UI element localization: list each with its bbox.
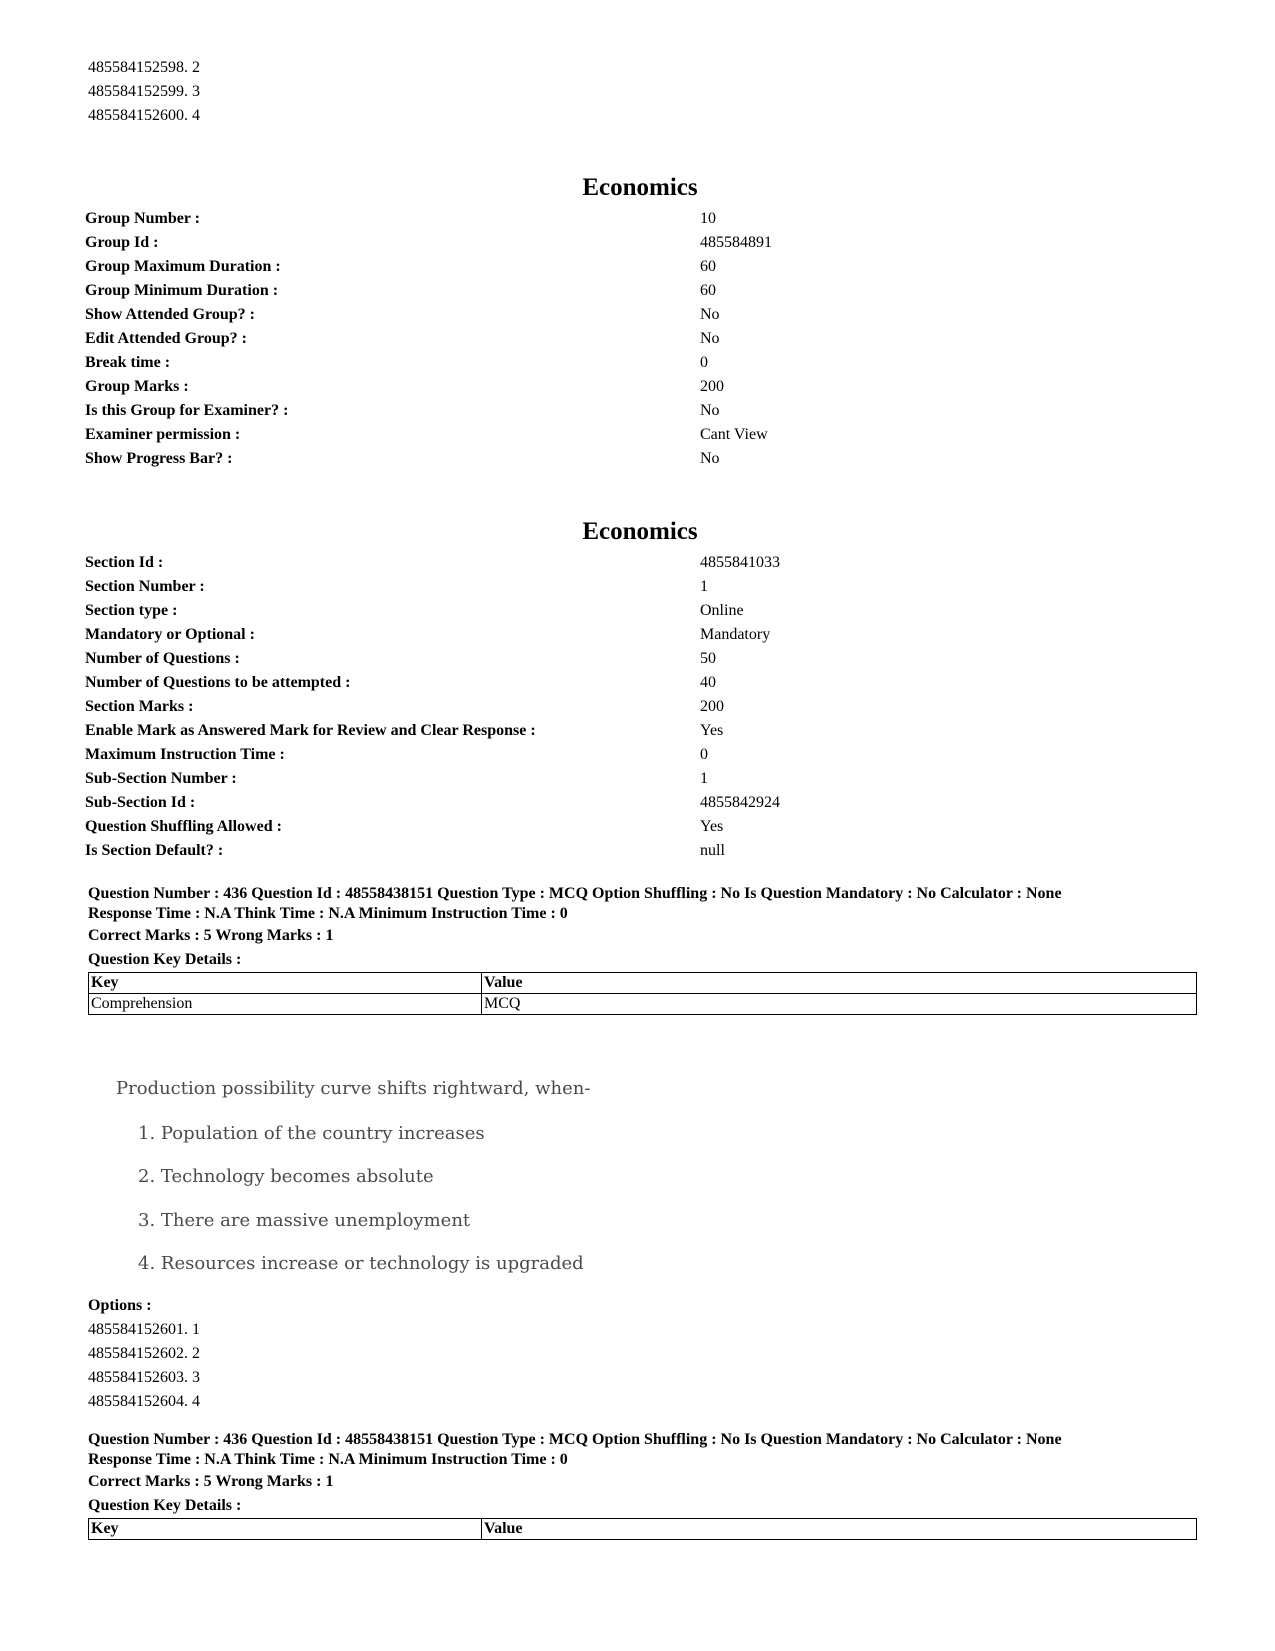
table-header-value: Value: [482, 1519, 1197, 1540]
detail-value: 0: [700, 354, 708, 371]
detail-value: No: [700, 306, 720, 323]
detail-key: Group Marks :: [85, 378, 189, 395]
options-block: [88, 1294, 200, 1414]
table-header-row: [89, 1519, 1197, 1540]
detail-row: [85, 839, 1195, 863]
detail-key: Section Marks :: [85, 698, 194, 715]
section-title: Economics: [582, 518, 698, 545]
detail-value: Online: [700, 602, 744, 619]
detail-row: [85, 255, 1195, 279]
detail-value: Mandatory: [700, 626, 771, 643]
table-header-key: Key: [89, 973, 482, 994]
detail-key: Group Maximum Duration :: [85, 258, 281, 275]
detail-key: Question Shuffling Allowed :: [85, 818, 282, 835]
question-key-table: [88, 972, 1197, 1015]
detail-key: Enable Mark as Answered Mark for Review and Clear Response :: [85, 722, 536, 739]
detail-row: [85, 695, 1195, 719]
detail-row: [85, 815, 1195, 839]
detail-value: No: [700, 330, 720, 347]
question-choice: 3. There are massive unemployment: [138, 1210, 471, 1231]
detail-key: Break time :: [85, 354, 171, 371]
detail-key: Is this Group for Examiner? :: [85, 402, 289, 419]
previous-options: [88, 56, 200, 128]
detail-row: [85, 791, 1195, 815]
detail-key: Mandatory or Optional :: [85, 626, 255, 643]
group-details: [85, 207, 1195, 471]
detail-key: Group Minimum Duration :: [85, 282, 279, 299]
detail-key: Section Number :: [85, 578, 205, 595]
detail-value: Yes: [700, 722, 724, 739]
option-line: 485584152602. 2: [88, 1345, 200, 1362]
question-block: [88, 1430, 1198, 1540]
table-cell-key: Comprehension: [89, 994, 482, 1015]
detail-row: [85, 767, 1195, 791]
detail-key: Section type :: [85, 602, 178, 619]
table-header-value: Value: [482, 973, 1197, 994]
detail-row: [85, 303, 1195, 327]
detail-value: No: [700, 450, 720, 467]
option-line: 485584152600. 4: [88, 107, 200, 124]
detail-value: 200: [700, 698, 724, 715]
detail-value: 4855841033: [700, 554, 780, 571]
detail-key: Group Number :: [85, 210, 200, 227]
detail-row: [85, 399, 1195, 423]
detail-row: [85, 671, 1195, 695]
option-line: 485584152601. 1: [88, 1321, 200, 1338]
detail-row: [85, 279, 1195, 303]
detail-value: 50: [700, 650, 716, 667]
detail-key: Number of Questions :: [85, 650, 240, 667]
detail-row: [85, 575, 1195, 599]
question-image: [110, 1066, 591, 1288]
options-label: Options :: [88, 1297, 152, 1314]
detail-value: 60: [700, 282, 716, 299]
detail-row: [85, 447, 1195, 471]
detail-key: Group Id :: [85, 234, 159, 251]
question-timing: Response Time : N.A Think Time : N.A Minimum Instruction Time : 0: [88, 905, 568, 922]
option-line: 485584152603. 3: [88, 1369, 200, 1386]
group-title: Economics: [582, 174, 698, 201]
question-key-details-label: Question Key Details :: [88, 1497, 242, 1514]
detail-row: [85, 719, 1195, 743]
detail-key: Examiner permission :: [85, 426, 241, 443]
detail-value: Cant View: [700, 426, 768, 443]
question-stem: Production possibility curve shifts rightward, when-: [116, 1078, 591, 1099]
detail-row: [85, 351, 1195, 375]
detail-value: 1: [700, 578, 708, 595]
detail-row: [85, 375, 1195, 399]
detail-key: Show Progress Bar? :: [85, 450, 233, 467]
detail-key: Sub-Section Id :: [85, 794, 196, 811]
detail-key: Show Attended Group? :: [85, 306, 255, 323]
detail-value: No: [700, 402, 720, 419]
question-marks: Correct Marks : 5 Wrong Marks : 1: [88, 1473, 334, 1490]
detail-value: 485584891: [700, 234, 772, 251]
table-header-row: [89, 973, 1197, 994]
detail-key: Maximum Instruction Time :: [85, 746, 285, 763]
detail-row: [85, 231, 1195, 255]
detail-row: [85, 551, 1195, 575]
detail-row: [85, 423, 1195, 447]
detail-row: [85, 623, 1195, 647]
detail-value: 200: [700, 378, 724, 395]
question-marks: Correct Marks : 5 Wrong Marks : 1: [88, 927, 334, 944]
detail-value: 0: [700, 746, 708, 763]
section-details: [85, 551, 1195, 863]
question-key-table: [88, 1518, 1197, 1540]
question-timing: Response Time : N.A Think Time : N.A Minimum Instruction Time : 0: [88, 1451, 568, 1468]
table-row: [89, 994, 1197, 1015]
detail-key: Is Section Default? :: [85, 842, 224, 859]
question-header: Question Number : 436 Question Id : 48558438151 Question Type : MCQ Option Shuffling : No Is Question Mandatory : No Calculator : None: [88, 885, 1062, 902]
option-line: 485584152599. 3: [88, 83, 200, 100]
detail-key: Number of Questions to be attempted :: [85, 674, 351, 691]
question-block: [88, 884, 1198, 1015]
table-header-key: Key: [89, 1519, 482, 1540]
question-choice: 4. Resources increase or technology is upgraded: [138, 1253, 584, 1274]
detail-key: Sub-Section Number :: [85, 770, 237, 787]
option-line: 485584152598. 2: [88, 59, 200, 76]
detail-value: Yes: [700, 818, 724, 835]
detail-value: 4855842924: [700, 794, 780, 811]
detail-key: Edit Attended Group? :: [85, 330, 247, 347]
detail-value: 60: [700, 258, 716, 275]
question-choice: 2. Technology becomes absolute: [138, 1166, 434, 1187]
detail-value: null: [700, 842, 725, 859]
detail-value: 10: [700, 210, 716, 227]
detail-value: 1: [700, 770, 708, 787]
question-header: Question Number : 436 Question Id : 48558438151 Question Type : MCQ Option Shuffling : No Is Question Mandatory : No Calculator : None: [88, 1431, 1062, 1448]
detail-row: [85, 647, 1195, 671]
detail-row: [85, 327, 1195, 351]
table-cell-value: MCQ: [482, 994, 1197, 1015]
option-line: 485584152604. 4: [88, 1393, 200, 1410]
question-choice: 1. Population of the country increases: [138, 1123, 485, 1144]
detail-row: [85, 599, 1195, 623]
detail-key: Section Id :: [85, 554, 164, 571]
detail-value: 40: [700, 674, 716, 691]
question-key-details-label: Question Key Details :: [88, 951, 242, 968]
detail-row: [85, 743, 1195, 767]
detail-row: [85, 207, 1195, 231]
